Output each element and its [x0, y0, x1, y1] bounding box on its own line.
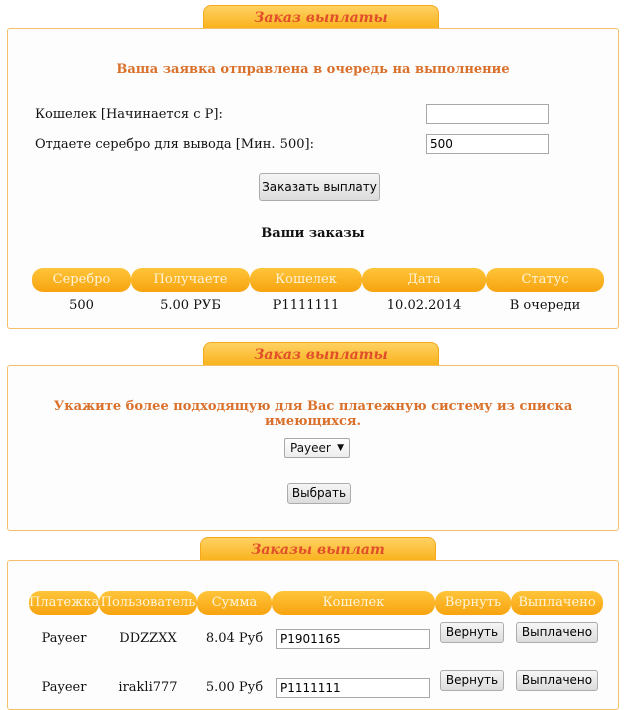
order-panel [7, 28, 619, 329]
payment-system-select[interactable] [284, 438, 350, 458]
col-header-wallet: Кошелек [250, 268, 362, 292]
payout-wallet-input[interactable] [276, 678, 430, 698]
paid-button[interactable]: Выплачено [516, 622, 598, 643]
cell-silver: 500 [69, 298, 94, 313]
wallet-label: Кошелек [Начинается с P]: [35, 107, 223, 122]
order-status-message: Ваша заявка отправлена в очередь на выполнение [116, 62, 510, 77]
cell-system: Payeer [41, 631, 87, 646]
cell-date: 10.02.2014 [386, 298, 462, 313]
choose-button[interactable]: Выбрать [287, 483, 351, 504]
cell-wallet: P1111111 [272, 298, 340, 313]
your-orders-heading: Ваши заказы [261, 226, 365, 241]
chevron-down-icon: ▼ [337, 443, 344, 453]
col-header-paid: Выплачено [511, 591, 603, 615]
cell-amount: 8.04 Руб [205, 631, 264, 646]
cell-user: DDZZXX [119, 631, 177, 646]
cell-status: В очереди [509, 298, 581, 313]
system-panel [7, 365, 619, 531]
col-header-payout-wallet: Кошелек [272, 591, 435, 615]
order-panel-tab [203, 5, 439, 29]
payout-wallet-input[interactable] [276, 629, 430, 649]
choose-system-message: Укажите более подходящую для Вас платежную систему из списка имеющихся. [53, 399, 573, 429]
order-payout-button[interactable]: Заказать выплату [259, 173, 380, 201]
col-header-date: Дата [362, 268, 486, 292]
cell-user: irakli777 [118, 680, 178, 695]
cell-amount: 5.00 Руб [205, 680, 264, 695]
payment-system-selected: Payeer [290, 441, 331, 455]
col-header-amount: Сумма [197, 591, 272, 615]
col-header-user: Пользователь [99, 591, 197, 615]
col-header-receive: Получаете [131, 268, 250, 292]
col-header-silver: Серебро [32, 268, 131, 292]
cell-system: Payeer [41, 680, 87, 695]
paid-button[interactable]: Выплачено [516, 670, 598, 691]
system-panel-tab [203, 342, 439, 366]
col-header-status: Статус [486, 268, 604, 292]
wallet-input[interactable] [426, 104, 549, 124]
system-panel-title: Заказ выплаты [254, 347, 388, 363]
silver-label: Отдаете серебро для вывода [Мин. 500]: [35, 137, 314, 152]
order-panel-title: Заказ выплаты [254, 10, 388, 26]
silver-amount-input[interactable] [426, 134, 549, 154]
col-header-system: Платежка [29, 591, 99, 615]
payouts-panel-title: Заказы выплат [251, 542, 385, 558]
payouts-panel-tab [200, 537, 436, 561]
payouts-panel [7, 560, 619, 710]
return-button[interactable]: Вернуть [440, 670, 504, 691]
return-button[interactable]: Вернуть [440, 622, 504, 643]
cell-receive: 5.00 РУБ [160, 298, 221, 313]
col-header-return: Вернуть [435, 591, 511, 615]
